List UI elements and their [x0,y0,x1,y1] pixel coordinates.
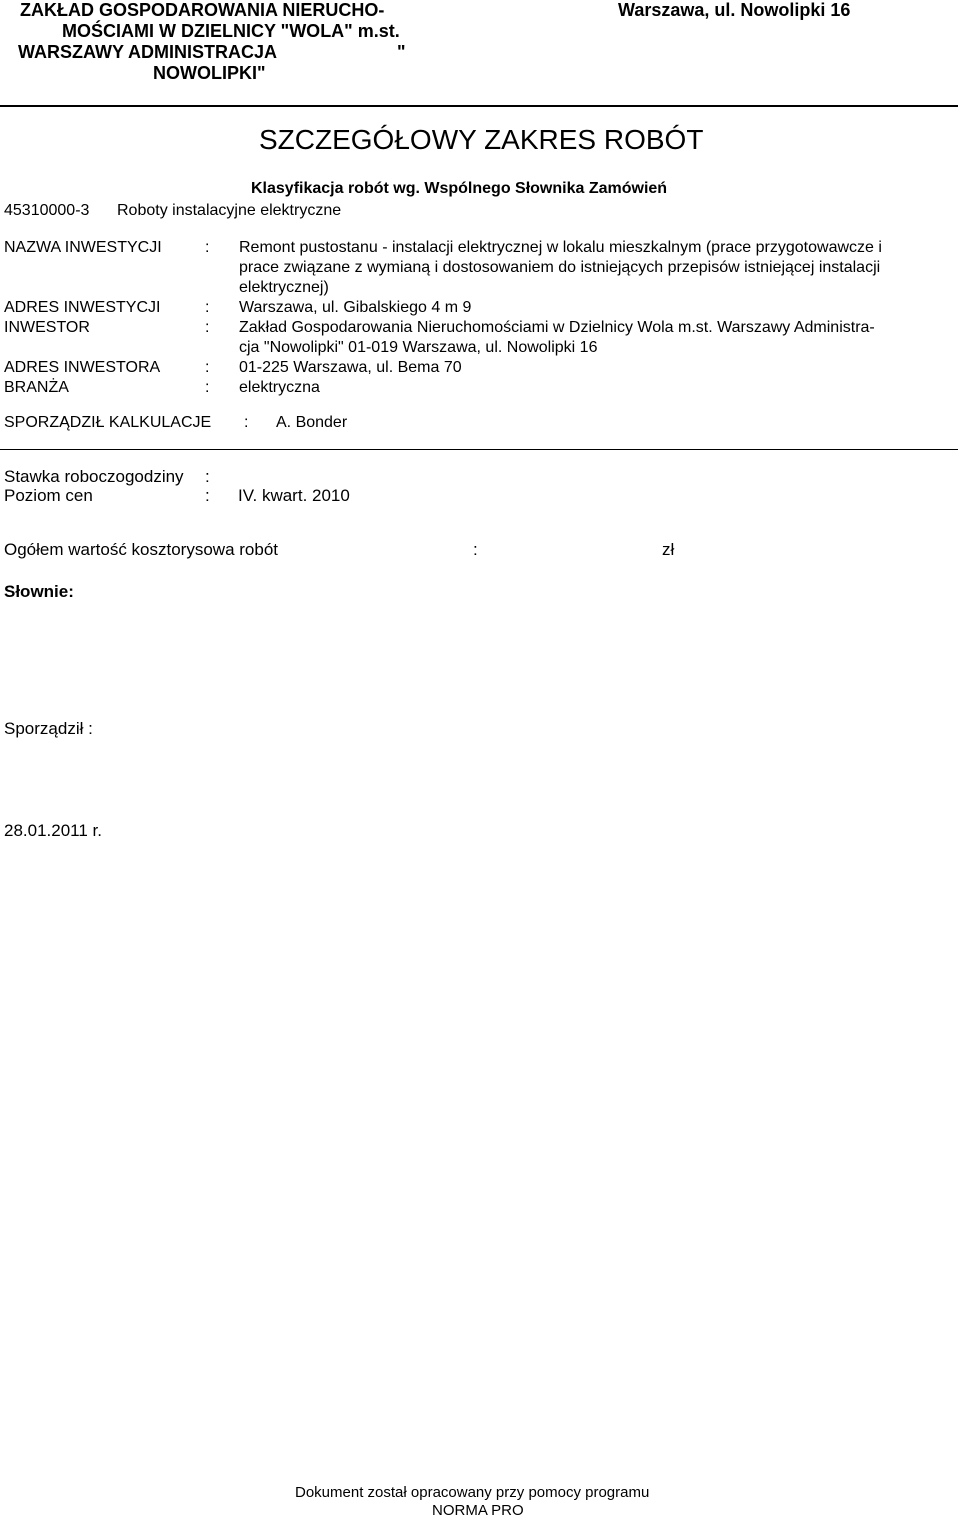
calculations-author-value: A. Bonder [276,414,348,431]
org-name-line4: NOWOLIPKI" [153,63,266,83]
investor-line1: Zakład Gospodarowania Nieruchomościami w Dzielnicy Wola m.st. Warszawy Administra- [239,319,875,336]
org-name-line1: ZAKŁAD GOSPODAROWANIA NIERUCHO- [20,0,385,20]
total-value-currency: zł [662,540,675,559]
classification-heading: Klasyfikacja robót wg. Wspólnego Słownika Zamówień [251,180,668,197]
total-value-label: Ogółem wartość kosztorysowa robót [4,540,278,559]
branch-label: BRANŻA [4,379,69,396]
investor-label: INWESTOR [4,319,90,336]
header-divider [0,105,958,107]
investor-address-value: 01-225 Warszawa, ul. Bema 70 [239,359,462,376]
investment-name-line3: elektrycznej) [239,279,329,296]
hourly-rate-separator: : [205,467,210,486]
investment-name-line1: Remont pustostanu - instalacji elektrycznej w lokalu mieszkalnym (prace przygotowawcze i [239,239,882,256]
org-name-line3: WARSZAWY ADMINISTRACJA [18,42,278,62]
page-title: SZCZEGÓŁOWY ZAKRES ROBÓT [259,124,704,155]
price-level-separator: : [205,486,210,505]
investor-address-separator: : [205,359,210,376]
org-name-line3-quote: " [397,42,406,62]
total-value-separator: : [473,540,478,559]
classification-code: 45310000-3 [4,202,90,219]
investor-separator: : [205,319,210,336]
investment-name-label: NAZWA INWESTYCJI [4,239,162,256]
hourly-rate-label: Stawka roboczogodziny [4,467,184,486]
document-date: 28.01.2011 r. [4,821,102,840]
calculations-author-separator: : [244,414,249,431]
investment-address-separator: : [205,299,210,316]
footer-note: Dokument został opracowany przy pomocy programu [295,1484,650,1501]
branch-value: elektryczna [239,379,320,396]
investment-address-label: ADRES INWESTYCJI [4,299,161,316]
section-divider [0,449,958,450]
footer-program-name: NORMA PRO [432,1502,524,1519]
org-name-line2: MOŚCIAMI W DZIELNICY "WOLA" m.st. [62,21,400,41]
in-words-label: Słownie: [4,582,74,601]
investor-line2: cja "Nowolipki" 01-019 Warszawa, ul. Nowolipki 16 [239,339,598,356]
branch-separator: : [205,379,210,396]
calculations-author-label: SPORZĄDZIŁ KALKULACJE [4,414,212,431]
prepared-by-label: Sporządził : [4,719,93,738]
price-level-label: Poziom cen [4,486,93,505]
investment-name-line2: prace związane z wymianą i dostosowaniem do istniejących przepisów istniejącej instalacji [239,259,881,276]
investment-name-separator: : [205,239,210,256]
org-address: Warszawa, ul. Nowolipki 16 [618,0,851,20]
investor-address-label: ADRES INWESTORA [4,359,161,376]
classification-description: Roboty instalacyjne elektryczne [117,202,342,219]
price-level-value: IV. kwart. 2010 [238,486,350,505]
investment-address-value: Warszawa, ul. Gibalskiego 4 m 9 [239,299,472,316]
